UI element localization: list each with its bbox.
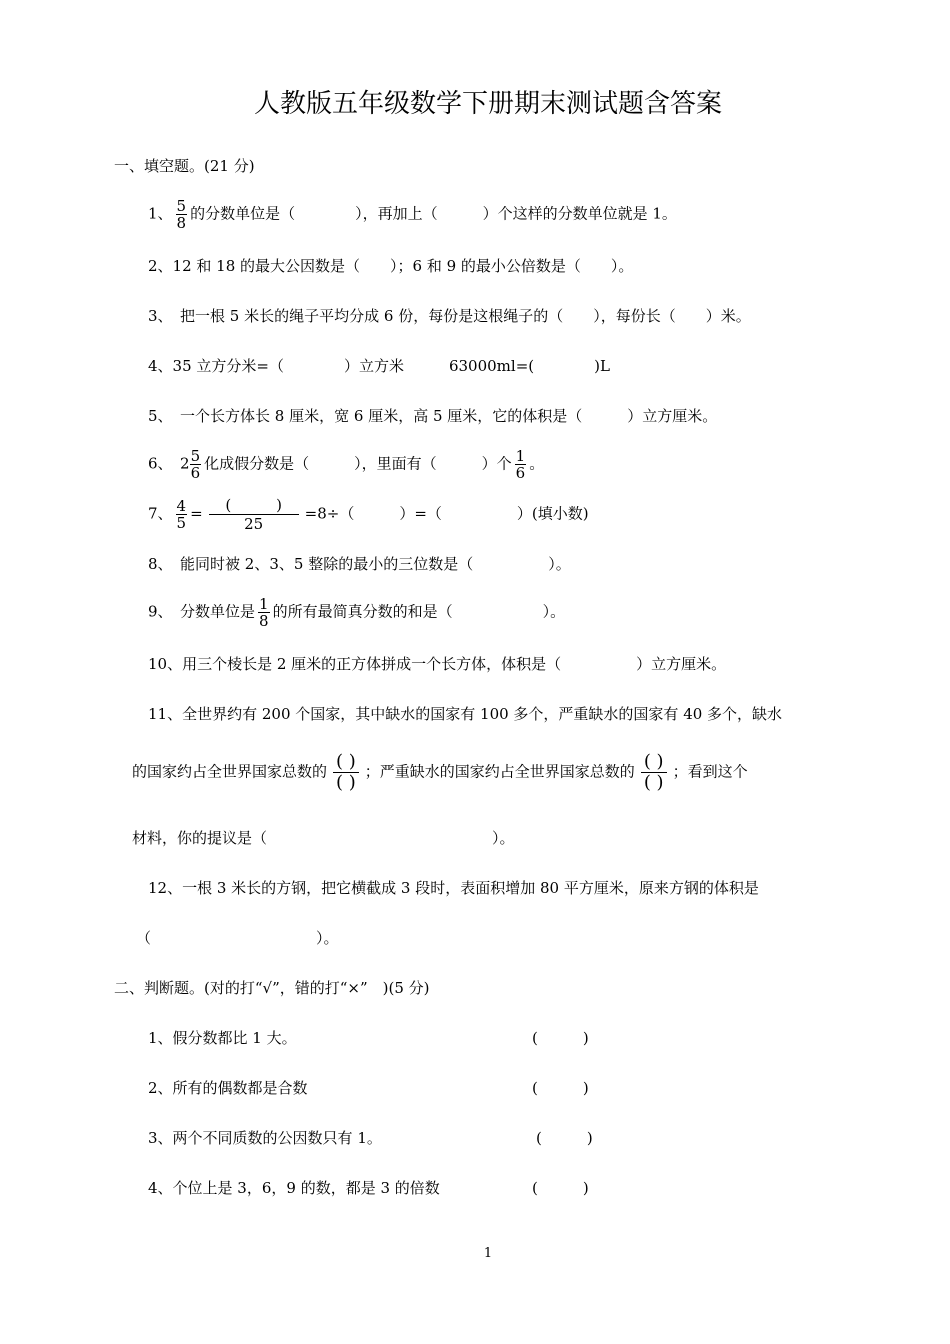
fraction-4-5: $\frac{4}{5}$	[176, 497, 187, 532]
judge-item-3: 3、两个不同质数的公因数只有 1。	[148, 1129, 382, 1147]
question-12-line2: （ ）。	[136, 929, 339, 947]
question-6: 6、 2 $\frac{5}{6}$ 化成假分数是（ ），里面有（ ）个 $\frac{1}{6}$ 。	[148, 447, 545, 482]
question-12-line1: 12、一根 3 米长的方钢，把它横截成 3 段时，表面积增加 80 平方厘米，原来方钢的体积是	[148, 879, 759, 897]
question-11-line3: 材料，你的提议是（ ）。	[132, 829, 515, 847]
judge-blank-2: ( )	[532, 1079, 589, 1097]
blank-fraction-2: $\frac{( )}{( )}$	[641, 752, 667, 793]
question-4: 4、35 立方分米=（ ）立方米 63000ml=( )L	[148, 357, 610, 375]
page-title: 人教版五年级数学下册期末测试题含答案	[253, 89, 722, 119]
judge-blank-1: ( )	[532, 1029, 589, 1047]
judge-item-1: 1、假分数都比 1 大。	[148, 1029, 297, 1047]
judge-item-2: 2、所有的偶数都是合数	[148, 1079, 308, 1097]
question-5: 5、 一个长方体长 8 厘米，宽 6 厘米，高 5 厘米，它的体积是（ ）立方厘米。	[148, 407, 718, 425]
page-number: 1	[483, 1246, 493, 1261]
question-10: 10、用三个棱长是 2 厘米的正方体拼成一个长方体，体积是（ ）立方厘米。	[148, 655, 727, 673]
blank-over-25: $\frac{( )}{25}$	[209, 496, 299, 533]
question-1: 1、 $\frac{5}{8}$ 的分数单位是（ ），再加上（ ）个这样的分数单位就是 1。	[148, 197, 677, 232]
judge-blank-3: ( )	[536, 1129, 593, 1147]
judge-blank-4: ( )	[532, 1179, 589, 1197]
question-9: 9、 分数单位是 $\frac{1}{8}$ 的所有最简真分数的和是（ ）。	[148, 595, 566, 630]
judge-item-4: 4、个位上是 3，6，9 的数，都是 3 的倍数	[148, 1179, 440, 1197]
question-8: 8、 能同时被 2、3、5 整除的最小的三位数是（ ）。	[148, 555, 571, 573]
section2-heading: 二、判断题。(对的打“√”，错的打“×” )(5 分)	[114, 979, 430, 997]
question-7: 7、 $\frac{4}{5}$ = $\frac{( )}{25}$ =8÷（ ）=（ ）(填小数)	[148, 496, 589, 533]
question-3: 3、 把一根 5 米长的绳子平均分成 6 份，每份是这根绳子的（ ），每份长（ ）米。	[148, 307, 751, 325]
question-11-line1: 11、全世界约有 200 个国家，其中缺水的国家有 100 多个，严重缺水的国家有 40 多个，缺水	[148, 705, 783, 723]
fraction-5-8: $\frac{5}{8}$	[176, 197, 187, 232]
blank-fraction-1: $\frac{( )}{( )}$	[333, 752, 359, 793]
question-11-line2: 的国家约占全世界国家总数的 $\frac{( )}{( )}$ ；严重缺水的国家约占全世界国家总数的 $\frac{( )}{( )}$ ；看到这个	[132, 751, 748, 793]
question-2: 2、12 和 18 的最大公因数是（ ）；6 和 9 的最小公倍数是（ ）。	[148, 257, 634, 275]
mixed-fraction: $\frac{5}{6}$	[190, 447, 201, 482]
fraction-1-6: $\frac{1}{6}$	[515, 447, 526, 482]
section1-heading: 一、填空题。(21 分)	[114, 157, 255, 175]
fraction-1-8: $\frac{1}{8}$	[259, 595, 269, 630]
